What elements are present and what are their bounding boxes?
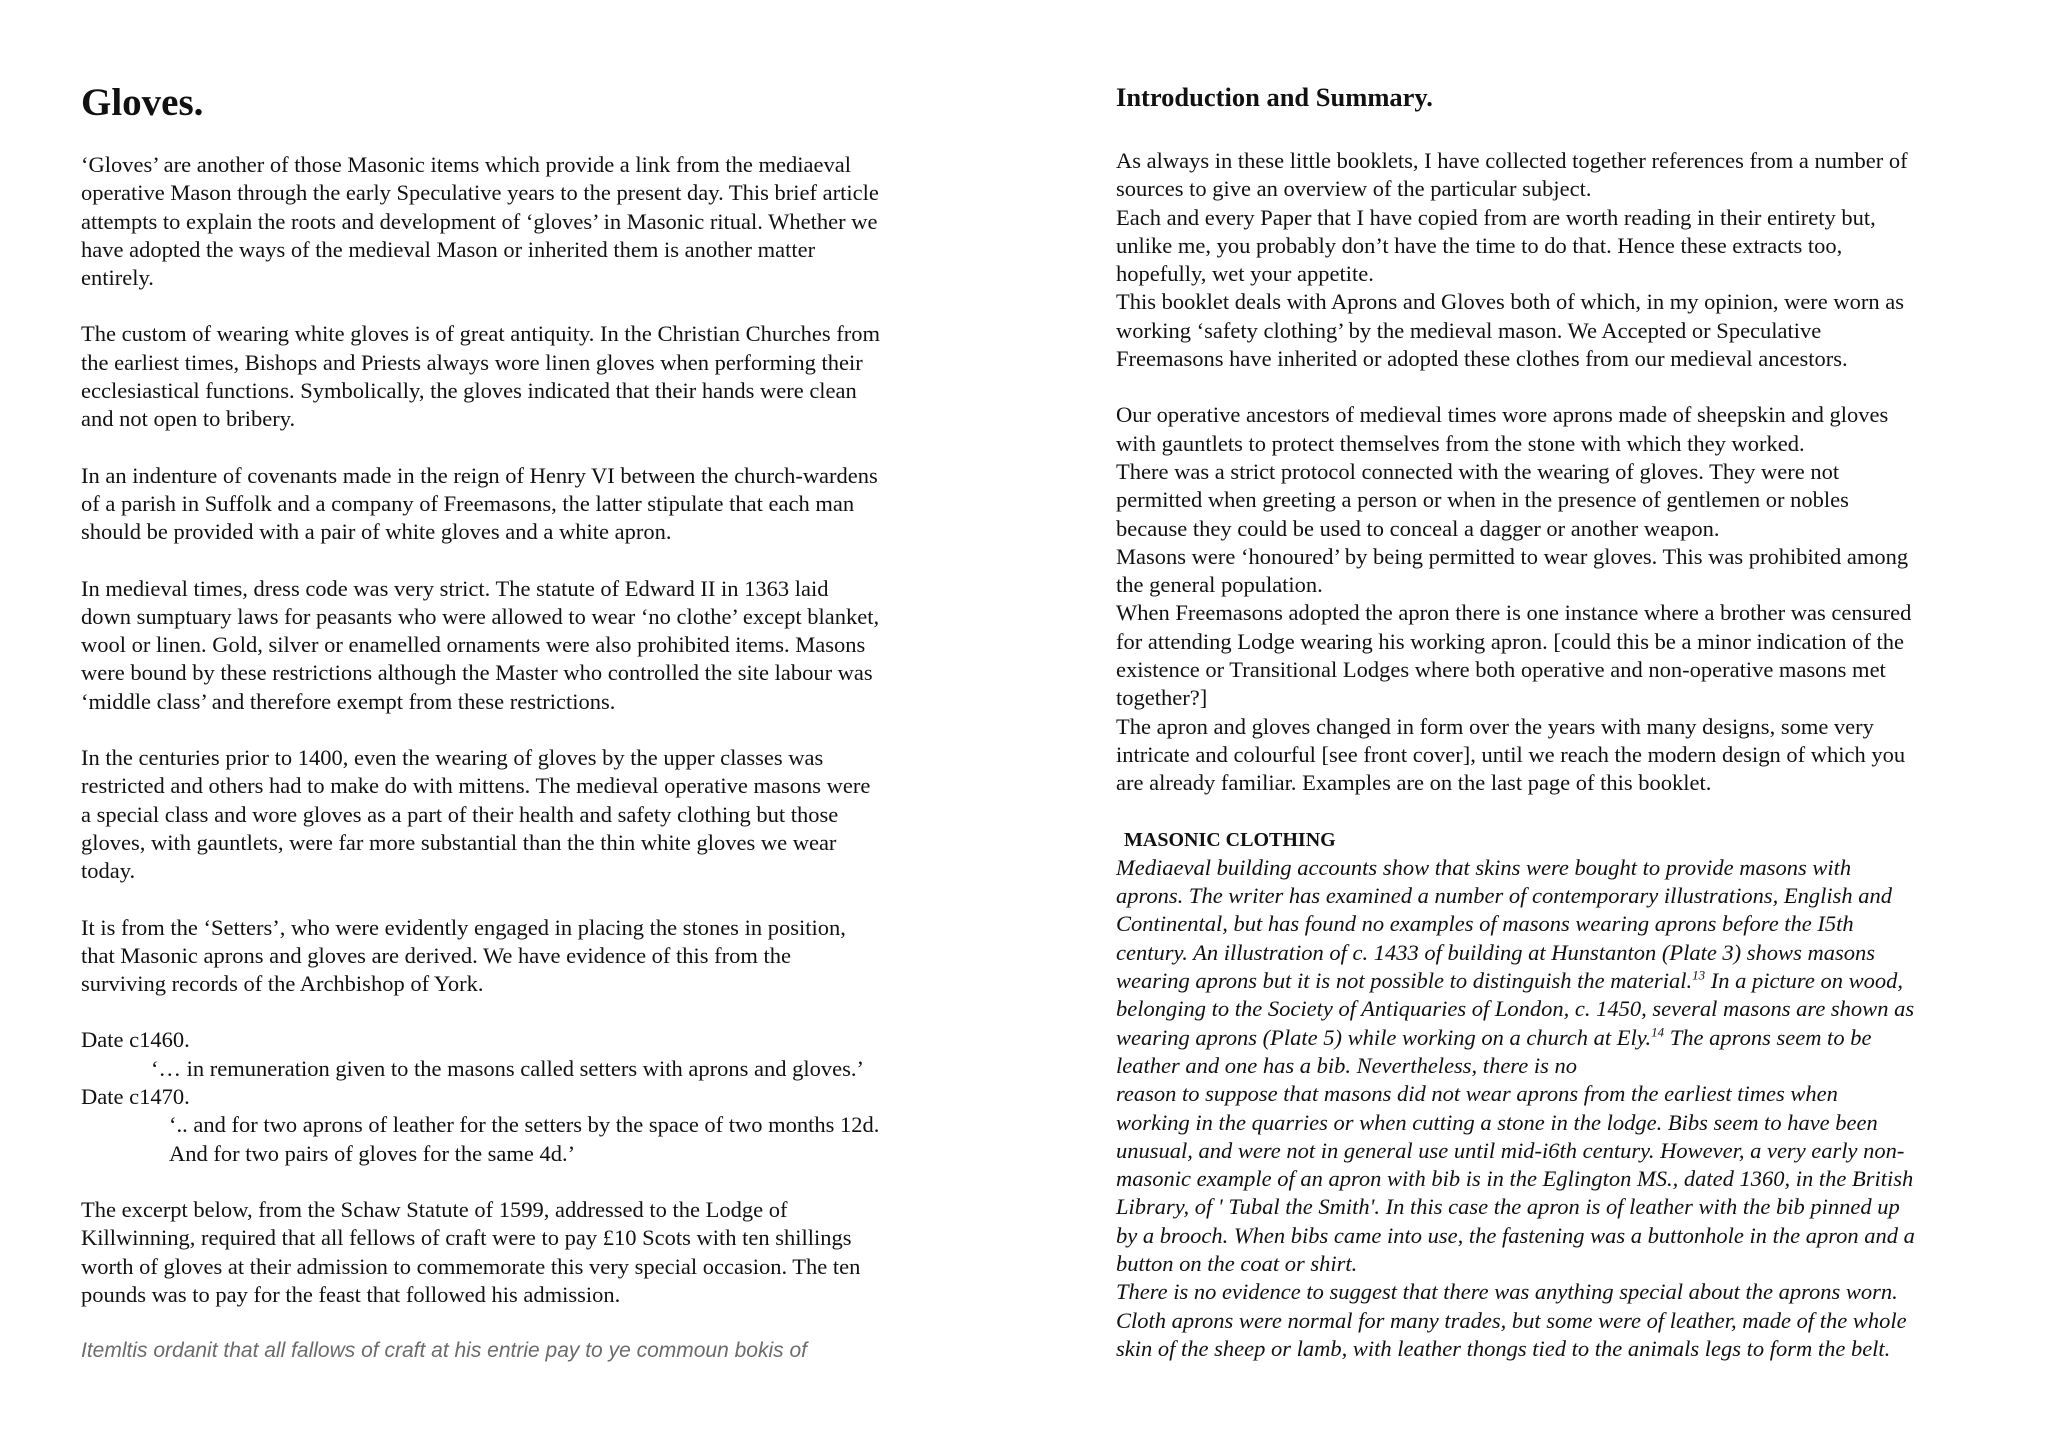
clothing-line: aprons. The writer has examined a number of contemporary illustrations, English and [1116,883,1893,909]
text-line: And for two pairs of gloves for the same 4d.’ [169,1140,576,1166]
text-line: In medieval times, dress code was very strict. The statute of Edward II in 1363 laid [81,575,829,601]
clothing-line: unusual, and were not in general use until mid-i6th century. However, a very early non- [1116,1137,1905,1163]
text-line: Our operative ancestors of medieval times wore aprons made of sheepskin and gloves [1116,402,1889,428]
text-line: existence or Transitional Lodges where both operative and non-operative masons met [1116,657,1886,683]
text-line: a special class and wore gloves as a part of their health and safety clothing but those [81,801,839,827]
text-line: the general population. [1116,572,1323,598]
clothing-line [1116,967,2001,995]
statute-quote: Itemltis ordanit that all fallows of craft at his entrie pay to ye commoun bokis of [81,1339,807,1363]
left-page [81,0,961,1447]
clothing-line: Cloth aprons were normal for many trades, but some were of leather, made of the whole [1116,1307,1907,1333]
clothing-line: century. An illustration of c. 1433 of building at Hunstanton (Plate 3) shows masons [1116,939,1875,965]
clothing-line: leather and one has a bib. Nevertheless, there is no [1116,1052,1577,1078]
text-line: ‘.. and for two aprons of leather for the setters by the space of two months 12d. [169,1112,880,1138]
text-line: When Freemasons adopted the apron there is one instance where a brother was censured [1116,600,1912,626]
text-line: There was a strict protocol connected with the wearing of gloves. They were not [1116,458,1840,484]
text-line: Each and every Paper that I have copied from are worth reading in their entirety but, [1116,204,1876,230]
clothing-line-part: The aprons seem to be [1664,1024,1872,1050]
text-line: because they could be used to conceal a dagger or another weapon. [1116,515,1720,541]
text-line: attempts to explain the roots and development of ‘gloves’ in Masonic ritual. Whether we [81,208,878,234]
section-heading-masonic-clothing: MASONIC CLOTHING [1124,828,1336,851]
text-line: for attending Lodge wearing his working apron. [could this be a minor indication of the [1116,628,1904,654]
text-line: Masons were ‘honoured’ by being permitted to wear gloves. This was prohibited among [1116,543,1909,569]
text-line: working ‘safety clothing’ by the medieval mason. We Accepted or Speculative [1116,317,1822,343]
clothing-line-part: In a picture on wood, [1705,968,1903,994]
paragraph-dress-code [81,575,961,716]
clothing-line: Mediaeval building accounts show that skins were bought to provide masons with [1116,854,1852,880]
text-line: ‘middle class’ and therefore exempt from these restrictions. [81,688,616,714]
clothing-line: belonging to the Society of Antiquaries of London, c. 1450, several masons are shown as [1116,996,1915,1022]
text-line: and not open to bribery. [81,406,296,432]
right-body [1116,147,2001,1363]
left-body [81,151,961,1365]
text-line: In the centuries prior to 1400, even the wearing of gloves by the upper classes was [81,745,824,771]
text-line: that Masonic aprons and gloves are derived. We have evidence of this from the [81,942,792,968]
text-line: of a parish in Suffolk and a company of Freemasons, the latter stipulate that each man [81,490,855,516]
clothing-line: reason to suppose that masons did not wear aprons from the earliest times when [1116,1081,1838,1107]
text-line: Killwinning, required that all fellows of craft were to pay £10 Scots with ten shillings [81,1225,852,1251]
text-line: wool or linen. Gold, silver or enamelled ornaments were also prohibited items. Masons [81,632,866,658]
footnote-ref-14: 14 [1651,1024,1665,1040]
quote-c1460: ‘… in remuneration given to the masons called setters with aprons and gloves.’ [151,1055,864,1081]
clothing-line: skin of the sheep or lamb, with leather thongs tied to the animals legs to form the belt. [1116,1335,1891,1361]
masonic-clothing-text [1116,854,2001,1363]
text-line: ecclesiastical functions. Symbolically, the gloves indicated that their hands were clean [81,378,857,404]
page-title-gloves: Gloves. [81,81,204,124]
text-line: have adopted the ways of the medieval Mason or inherited them is another matter [81,236,816,262]
text-line: It is from the ‘Setters’, who were evidently engaged in placing the stones in position, [81,914,846,940]
text-line: should be provided with a pair of white gloves and a white apron. [81,519,672,545]
clothing-line-part: wearing aprons (Plate 5) while working on a church at Ely. [1116,1024,1652,1050]
text-line: surviving records of the Archbishop of York. [81,971,484,997]
clothing-line: There is no evidence to suggest that there was anything special about the aprons worn. [1116,1279,1898,1305]
paragraph-operative-ancestors [1116,401,2001,797]
clothing-line: masonic example of an apron with bib is in the Eglington MS., dated 1360, in the British [1116,1166,1914,1192]
dated-records [81,1026,961,1167]
clothing-line: by a brooch. When bibs came into use, the fastening was a buttonhole in the apron and a [1116,1222,1915,1248]
text-line: down sumptuary laws for peasants who were allowed to wear ‘no clothe’ except blanket, [81,603,880,629]
paragraph-intro [81,151,961,292]
footnote-ref-13: 13 [1692,967,1706,983]
text-line: unlike me, you probably don’t have the time to do that. Hence these extracts too, [1116,232,1843,258]
text-line: restricted and others had to make do with mittens. The medieval operative masons were [81,773,871,799]
date-c1470: Date c1470. [81,1084,190,1110]
text-line: The excerpt below, from the Schaw Statute of 1599, addressed to the Lodge of [81,1196,788,1222]
text-line: Freemasons have inherited or adopted these clothes from our medieval ancestors. [1116,346,1848,372]
text-line: today. [81,858,136,884]
right-page [1116,0,2001,1447]
text-line: permitted when greeting a person or when in the presence of gentlemen or nobles [1116,487,1849,513]
page-title-introduction: Introduction and Summary. [1116,82,1433,112]
text-line: are already familiar. Examples are on the last page of this booklet. [1116,770,1712,796]
text-line: pounds was to pay for the feast that followed his admission. [81,1281,621,1307]
clothing-line: Library, of ' Tubal the Smith'. In this case the apron is of leather with the bib pinned up [1116,1194,1900,1220]
clothing-line: working in the quarries or when cutting a stone in the lodge. Bibs seem to have been [1116,1109,1878,1135]
paragraph-centuries [81,744,961,885]
text-line: gloves, with gauntlets, were far more substantial than the thin white gloves we wear [81,829,837,855]
text-line: The apron and gloves changed in form over the years with many designs, some very [1116,713,1874,739]
text-line: In an indenture of covenants made in the reign of Henry VI between the church-wardens [81,462,878,488]
text-line: worth of gloves at their admission to commemorate this very special occasion. The ten [81,1253,861,1279]
paragraph-indenture [81,462,961,547]
text-line: together?] [1116,685,1208,711]
clothing-line [1116,1024,2001,1052]
text-line: operative Mason through the early Speculative years to the present day. This brief article [81,180,879,206]
paragraph-antiquity [81,320,961,433]
text-line: intricate and colourful [see front cover], until we reach the modern design of which you [1116,741,1906,767]
text-line: were bound by these restrictions although the Master who controlled the site labour was [81,660,873,686]
text-line: with gauntlets to protect themselves from the stone with which they worked. [1116,430,1805,456]
clothing-line: Continental, but has found no examples of masons wearing aprons before the I5th [1116,911,1854,937]
text-line: sources to give an overview of the particular subject. [1116,176,1592,202]
clothing-line: button on the coat or shirt. [1116,1250,1358,1276]
text-line: the earliest times, Bishops and Priests always wore linen gloves when performing their [81,349,863,375]
text-line: This booklet deals with Aprons and Gloves both of which, in my opinion, were worn as [1116,289,1905,315]
text-line: hopefully, wet your appetite. [1116,261,1374,287]
paragraph-setters [81,914,961,999]
text-line: The custom of wearing white gloves is of great antiquity. In the Christian Churches from [81,321,880,347]
clothing-line-part: wearing aprons but it is not possible to distinguish the material. [1116,968,1693,994]
quote-c1470 [81,1111,961,1168]
paragraph-schaw-statute [81,1196,961,1309]
date-c1460: Date c1460. [81,1027,190,1053]
text-line: ‘Gloves’ are another of those Masonic items which provide a link from the mediaeval [81,152,851,177]
text-line: As always in these little booklets, I have collected together references from a number of [1116,148,1908,173]
text-line: entirely. [81,265,154,291]
paragraph-booklet-intro [1116,147,2001,373]
